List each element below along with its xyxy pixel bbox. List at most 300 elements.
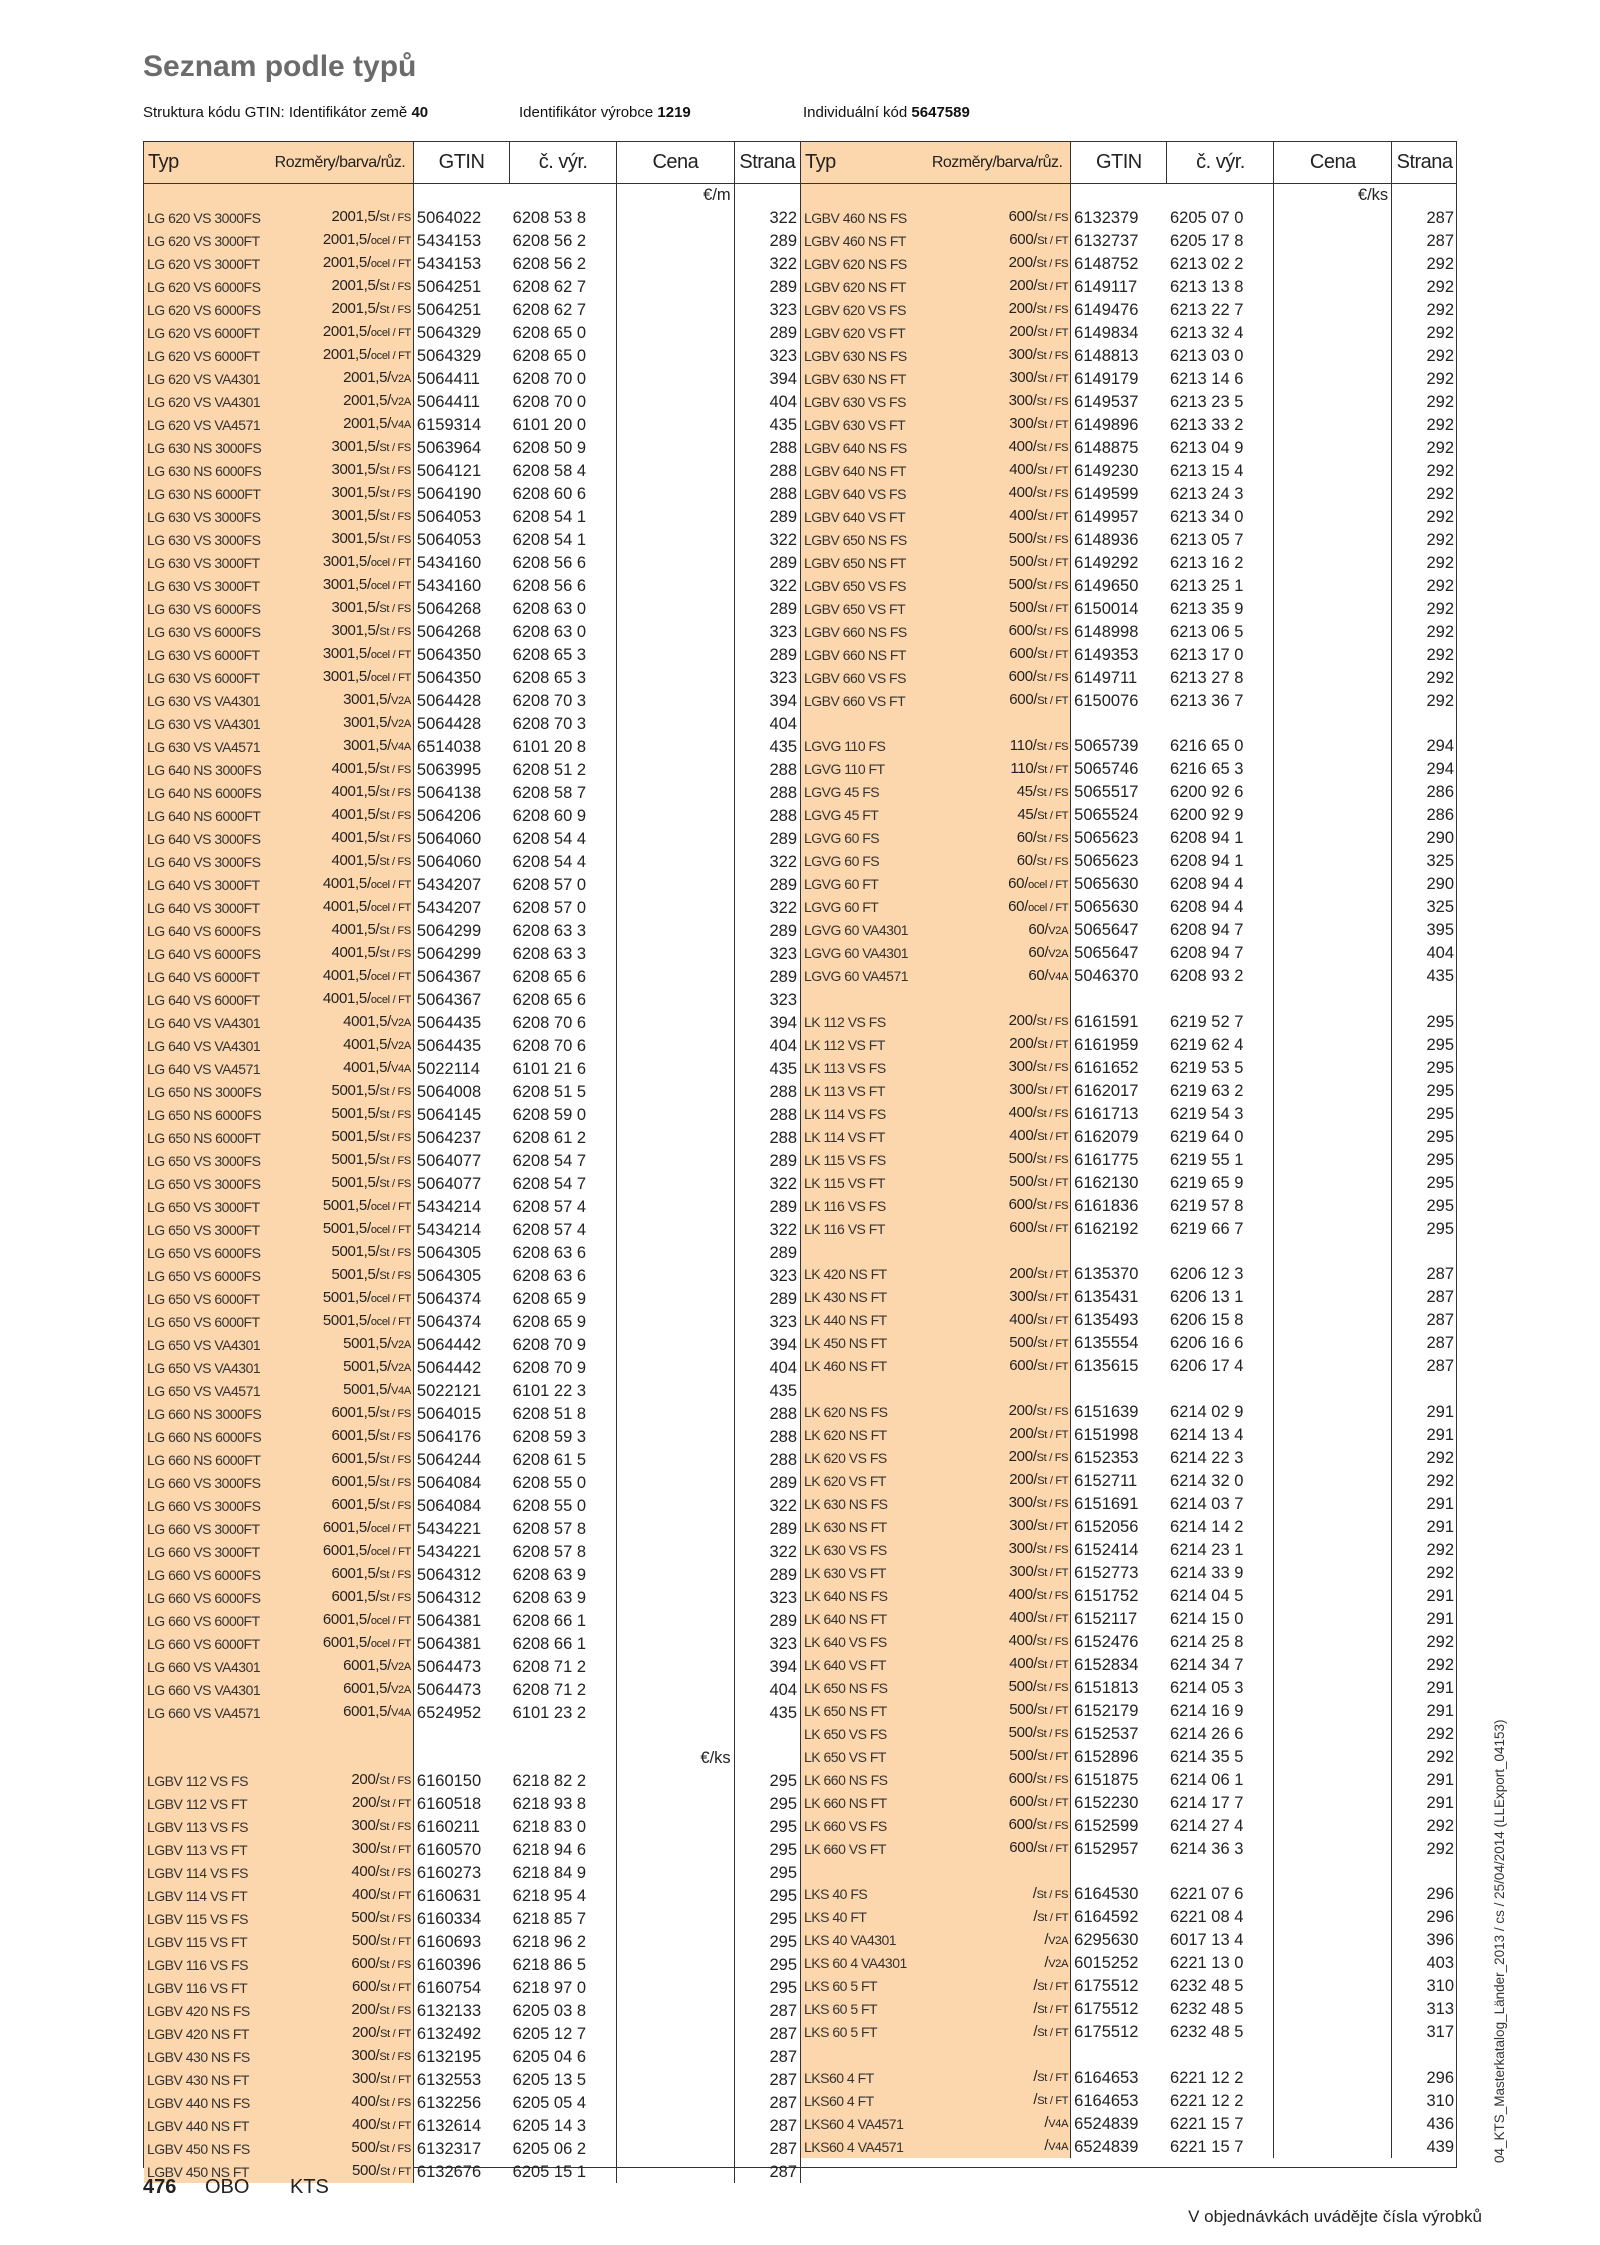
size-value: 600/ — [1008, 622, 1037, 640]
table-row — [144, 1195, 801, 1218]
cell-cv: 6219 64 0 — [1167, 1125, 1274, 1148]
cell-gtin: 6161836 — [1074, 1196, 1139, 1215]
cell-typ: LG 630 VS VA4301 — [144, 712, 267, 735]
cell-typ: LG 620 VS VA4301 — [144, 367, 267, 390]
material-value: St / FT — [1037, 603, 1069, 616]
cell-rozmery — [267, 1264, 413, 1287]
cell-strana: 396 — [1426, 1931, 1454, 1950]
cell-gtin: 6152834 — [1074, 1655, 1139, 1674]
material-value: St / FS — [379, 1086, 411, 1099]
price-unit-row — [144, 184, 801, 207]
cell-cv: 6221 07 6 — [1167, 1883, 1274, 1906]
cell-rozmery — [924, 1791, 1071, 1814]
cell-strana: 291 — [1426, 1494, 1454, 1513]
cell-cv: 6214 26 6 — [1167, 1722, 1274, 1745]
cell-gtin: 5064381 — [416, 1611, 482, 1630]
material-value: St / FS — [1036, 212, 1069, 225]
cell-cena — [617, 344, 735, 367]
material-value: St / FT — [1037, 1797, 1069, 1810]
cell-rozmery — [267, 1172, 413, 1195]
cell-gtin: 5434221 — [416, 1542, 482, 1561]
cell-cv: 6216 65 0 — [1167, 735, 1274, 758]
size-value: 3001,5/ — [331, 484, 380, 502]
cell-strana: 404 — [734, 1034, 800, 1057]
material-value: St / FT — [380, 2028, 411, 2041]
cell-rozmery — [924, 1171, 1071, 1194]
cell-cv: 6218 85 7 — [510, 1907, 617, 1930]
cell-cena — [617, 413, 735, 436]
cell-cena — [1274, 1699, 1392, 1722]
cell-cv: 6208 57 4 — [510, 1195, 617, 1218]
cell-gtin — [413, 184, 509, 207]
size-value: 300/ — [1008, 1058, 1037, 1076]
cell-cv: 6221 15 7 — [1167, 2112, 1274, 2135]
cell-gtin: 6151998 — [1074, 1425, 1139, 1444]
cell-gtin: 5064206 — [416, 806, 482, 825]
material-value: St / FS — [379, 1500, 411, 1513]
material-value: St / FT — [1037, 1429, 1069, 1442]
cell-strana: 394 — [734, 1655, 800, 1678]
cell-cena — [617, 1310, 735, 1333]
table-row — [801, 1630, 1457, 1653]
cell-typ: LKS 60 5 FT — [801, 1998, 924, 2021]
cell-typ: LGVG 60 FS — [801, 827, 924, 850]
cell-cv: 6218 95 4 — [510, 1884, 617, 1907]
cell-typ: LG 630 VS 3000FS — [144, 528, 267, 551]
cell-gtin: 6132195 — [416, 2047, 482, 2066]
cell-typ: LG 620 VS VA4571 — [144, 413, 267, 436]
size-value: 4001,5/ — [322, 875, 371, 893]
cell-typ: LG 630 VS 3000FT — [144, 574, 267, 597]
cell-cv: 6208 94 7 — [1167, 919, 1274, 942]
size-value: 400/ — [1009, 461, 1038, 479]
size-value: / — [1033, 2091, 1038, 2109]
cell-strana — [1392, 1240, 1457, 1262]
cell-cena — [617, 436, 735, 459]
cell-rozmery — [924, 1079, 1071, 1102]
cell-typ: LK 115 VS FT — [801, 1171, 924, 1194]
cell-typ: LGVG 60 FT — [801, 896, 924, 919]
cell-rozmery — [924, 1860, 1071, 1882]
cell-gtin: 6148875 — [1074, 438, 1139, 457]
material-value: ocel / FT — [370, 235, 411, 248]
cell-gtin: 6160396 — [416, 1955, 482, 1974]
cell-cv: 6218 94 6 — [510, 1838, 617, 1861]
col-header-cv: č. výr. — [510, 142, 617, 184]
size-value: 600/ — [1009, 1219, 1038, 1237]
cell-rozmery — [924, 712, 1071, 734]
cell-rozmery — [267, 1356, 413, 1379]
size-value: 3001,5/ — [322, 576, 371, 594]
cell-strana: 295 — [1426, 1150, 1454, 1169]
material-value: St / FS — [379, 2051, 411, 2064]
cell-gtin: 6152117 — [1074, 1609, 1138, 1628]
size-value: 6001,5/ — [322, 1634, 371, 1652]
cell-cv: 6101 21 6 — [510, 1057, 617, 1080]
size-value: 4001,5/ — [331, 829, 380, 847]
table-row — [801, 643, 1457, 666]
cell-cena — [617, 827, 735, 850]
cell-gtin: 6132676 — [416, 2162, 482, 2181]
table-row — [144, 1172, 801, 1195]
cell-rozmery — [267, 321, 413, 344]
size-value: 6001,5/ — [331, 1450, 380, 1468]
size-value: 3001,5/ — [343, 691, 392, 709]
cell-gtin: 5065647 — [1074, 921, 1139, 940]
size-value: 60/ — [1028, 966, 1049, 984]
cell-gtin: 6152896 — [1074, 1747, 1139, 1766]
cell-cena — [1274, 1469, 1392, 1492]
cell-cv: 6208 63 3 — [510, 942, 617, 965]
cell-strana: 325 — [1426, 852, 1454, 871]
cell-cena — [617, 2045, 735, 2068]
cell-cena — [617, 252, 735, 275]
table-row — [801, 2112, 1457, 2135]
table-row — [144, 574, 801, 597]
cell-gtin: 6524952 — [416, 1703, 482, 1722]
cell-cv: 6101 20 0 — [510, 413, 617, 436]
cell-typ: LK 630 VS FS — [801, 1538, 924, 1561]
cell-gtin: 6152711 — [1074, 1471, 1138, 1490]
table-row — [144, 551, 801, 574]
cell-gtin: 5064060 — [416, 852, 482, 871]
cell-rozmery — [267, 597, 413, 620]
cell-cv: 6218 84 9 — [510, 1861, 617, 1884]
table-row — [144, 1609, 801, 1632]
cell-cena — [617, 689, 735, 712]
cell-rozmery — [267, 1333, 413, 1356]
cell-strana: 294 — [1426, 760, 1454, 779]
cell-strana: 292 — [1426, 1839, 1454, 1858]
table-row — [801, 1699, 1457, 1722]
cell-typ: LG 660 NS 6000FT — [144, 1448, 267, 1471]
table-row — [801, 1309, 1457, 1332]
cell-gtin: 6161591 — [1074, 1012, 1139, 1031]
cell-typ: LG 620 VS 3000FT — [144, 229, 267, 252]
cell-rozmery — [924, 1446, 1071, 1469]
cell-strana: 325 — [1426, 898, 1454, 917]
size-value: / — [1033, 1976, 1038, 1994]
cell-typ: LK 660 VS FT — [801, 1837, 924, 1860]
cell-strana: 292 — [1426, 1655, 1454, 1674]
table-row — [801, 666, 1457, 689]
cell-cv: 6219 57 8 — [1167, 1194, 1274, 1217]
cell-cena — [1274, 1607, 1392, 1630]
cell-cena — [617, 1953, 735, 1976]
material-value: St / FS — [379, 1477, 411, 1490]
manufacturer-label: Identifikátor výrobce — [519, 104, 654, 121]
table-row — [801, 1079, 1457, 1102]
cell-rozmery — [267, 1769, 413, 1792]
cell-cena — [1274, 344, 1392, 367]
cell-rozmery — [267, 344, 413, 367]
cell-strana: 289 — [734, 873, 800, 896]
cell-rozmery — [267, 1907, 413, 1930]
table-row — [144, 735, 801, 758]
cell-typ: LGBV 630 NS FS — [801, 344, 924, 367]
cell-typ: LG 660 VS 3000FS — [144, 1471, 267, 1494]
cell-cv: 6208 63 6 — [510, 1241, 617, 1264]
size-value: 2001,5/ — [343, 392, 392, 410]
size-value: 500/ — [1009, 1173, 1038, 1191]
table-row — [801, 367, 1457, 390]
cell-cena — [617, 1861, 735, 1884]
cell-rozmery — [267, 1425, 413, 1448]
cell-gtin: 5064305 — [416, 1266, 482, 1285]
cell-cena — [617, 896, 735, 919]
cell-rozmery — [924, 1469, 1071, 1492]
size-value: 2001,5/ — [331, 208, 380, 226]
cell-cena — [617, 1494, 735, 1517]
cell-typ: LGBV 620 NS FS — [801, 252, 924, 275]
cell-typ: LK 640 VS FT — [801, 1653, 924, 1676]
cell-typ: LKS 40 FT — [801, 1906, 924, 1929]
size-value: 4001,5/ — [322, 990, 371, 1008]
material-value: ocel / FT — [1028, 901, 1069, 914]
cell-cv: 6208 62 7 — [510, 298, 617, 321]
cell-typ: LGBV 420 NS FS — [144, 1999, 267, 2022]
cell-cena — [1274, 735, 1392, 758]
table-row — [801, 1033, 1457, 1056]
cell-cv: 6101 20 8 — [510, 735, 617, 758]
cell-cv: 6218 83 0 — [510, 1815, 617, 1838]
cell-rozmery — [267, 2114, 413, 2137]
cell-rozmery — [924, 528, 1071, 551]
product-table-left — [144, 142, 801, 2183]
table-row — [801, 1814, 1457, 1837]
table-row — [144, 804, 801, 827]
table-row — [801, 1171, 1457, 1194]
cell-strana: 287 — [734, 2022, 800, 2045]
table-row — [144, 758, 801, 781]
cell-strana: 292 — [1426, 599, 1454, 618]
size-value: 2001,5/ — [322, 254, 371, 272]
cell-rozmery — [267, 1494, 413, 1517]
cell-cv: 6208 58 4 — [510, 459, 617, 482]
cell-cena — [1274, 1883, 1392, 1906]
cell-strana: 404 — [734, 1678, 800, 1701]
cell-strana: 291 — [1426, 1402, 1454, 1421]
cell-cv: 6214 22 3 — [1167, 1446, 1274, 1469]
cell-strana: 403 — [1426, 1954, 1454, 1973]
cell-cv: 6208 58 7 — [510, 781, 617, 804]
size-value: 200/ — [1009, 277, 1038, 295]
cell-rozmery — [267, 551, 413, 574]
cell-cv: 6208 71 2 — [510, 1655, 617, 1678]
table-row — [144, 367, 801, 390]
size-value: 5001,5/ — [331, 1243, 380, 1261]
cell-gtin: 5434207 — [416, 898, 482, 917]
cell-typ: LG 630 VS VA4301 — [144, 689, 267, 712]
size-value: 300/ — [352, 2070, 381, 2088]
table-row — [144, 1976, 801, 1999]
table-row — [144, 1471, 801, 1494]
cell-gtin: 6164653 — [1074, 2068, 1139, 2087]
cell-cv — [1167, 1240, 1274, 1262]
cell-cena — [617, 1287, 735, 1310]
cell-cv: 6214 05 3 — [1167, 1676, 1274, 1699]
col-header-rozmery: Rozměry/barva/růz. — [267, 142, 413, 184]
col-header-typ: Typ — [144, 142, 267, 184]
material-value: St / FT — [1037, 1567, 1069, 1580]
cell-rozmery — [924, 1722, 1071, 1745]
table-row — [801, 1332, 1457, 1355]
material-value: V2A — [1048, 1934, 1069, 1947]
cell-cena — [1274, 2135, 1392, 2158]
cell-typ: LGBV 650 NS FS — [801, 528, 924, 551]
cell-cena — [617, 1586, 735, 1609]
cell-strana: 295 — [1426, 1104, 1454, 1123]
cell-typ: LG 660 NS 6000FS — [144, 1425, 267, 1448]
cell-gtin: 6164530 — [1074, 1885, 1139, 1904]
material-value: St / FS — [1036, 1062, 1069, 1075]
cell-cena — [617, 1379, 735, 1402]
cell-strana: 289 — [734, 643, 800, 666]
cell-strana: 289 — [734, 1563, 800, 1586]
cell-strana: 287 — [734, 2045, 800, 2068]
cell-typ: LK 650 VS FT — [801, 1745, 924, 1768]
cell-strana: 292 — [1426, 392, 1454, 411]
table-row — [144, 1425, 801, 1448]
cell-rozmery — [924, 643, 1071, 666]
material-value: St / FS — [379, 1155, 411, 1168]
material-value: St / FT — [1037, 1131, 1069, 1144]
cell-cv: 6214 06 1 — [1167, 1768, 1274, 1791]
cell-gtin — [1071, 988, 1167, 1010]
material-value: St / FT — [1037, 1039, 1069, 1052]
table-row — [801, 1102, 1457, 1125]
cell-rozmery — [924, 735, 1071, 758]
cell-cena — [617, 1149, 735, 1172]
cell-cena — [617, 298, 735, 321]
cell-strana — [1392, 2044, 1457, 2066]
cell-cena — [1274, 1194, 1392, 1217]
cell-gtin: 5064244 — [416, 1450, 482, 1469]
table-row — [144, 620, 801, 643]
table-row — [144, 1333, 801, 1356]
size-value: 400/ — [351, 1863, 380, 1881]
size-value: 6001,5/ — [331, 1565, 380, 1583]
cell-gtin: 6148998 — [1074, 622, 1139, 641]
table-row — [801, 1148, 1457, 1171]
cell-strana: 322 — [734, 850, 800, 873]
cell-gtin: 5064121 — [416, 461, 482, 480]
cell-gtin: 6160631 — [416, 1886, 482, 1905]
cell-cena — [1274, 2044, 1392, 2066]
cell-cena — [617, 459, 735, 482]
material-value: St / FT — [1037, 1911, 1069, 1924]
cell-strana: 435 — [734, 413, 800, 436]
cell-typ: LGBV 112 VS FS — [144, 1769, 267, 1792]
cell-strana: 435 — [734, 1379, 800, 1402]
cell-typ: LG 660 VS VA4571 — [144, 1701, 267, 1724]
material-value: St / FS — [1036, 304, 1069, 317]
gtin-structure-individual — [803, 104, 970, 121]
size-value: / — [1044, 1930, 1049, 1948]
material-value: V2A — [391, 1661, 411, 1674]
cell-cv: 6208 70 6 — [510, 1034, 617, 1057]
cell-gtin: 5065647 — [1074, 944, 1139, 963]
table-row — [801, 528, 1457, 551]
material-value: St / FT — [380, 2074, 411, 2087]
cell-typ: LG 650 VS 3000FT — [144, 1195, 267, 1218]
cell-gtin: 5022121 — [416, 1381, 482, 1400]
cell-typ: LGBV 114 VS FS — [144, 1861, 267, 1884]
cell-cv: 6208 57 4 — [510, 1218, 617, 1241]
size-value: / — [1044, 2114, 1049, 2132]
cell-gtin: 6152353 — [1074, 1448, 1139, 1467]
col-header-strana: Strana — [1392, 142, 1457, 184]
cell-typ: LGVG 60 VA4301 — [801, 919, 924, 942]
cell-rozmery — [924, 1309, 1071, 1332]
cell-cena — [1274, 1584, 1392, 1607]
cell-typ: LG 650 NS 6000FT — [144, 1126, 267, 1149]
cell-strana: 296 — [1426, 2068, 1454, 2087]
cell-gtin: 5064176 — [416, 1427, 482, 1446]
size-value: 4001,5/ — [331, 921, 380, 939]
cell-gtin: 6162079 — [1074, 1127, 1139, 1146]
cell-cv: 6205 12 7 — [510, 2022, 617, 2045]
cell-gtin: 5064077 — [416, 1174, 482, 1193]
cell-cv: 6213 04 9 — [1167, 436, 1274, 459]
col-header-gtin: GTIN — [1071, 142, 1167, 184]
cell-strana: 322 — [734, 1218, 800, 1241]
cell-rozmery — [267, 804, 413, 827]
material-value: St / FS — [1036, 580, 1069, 593]
cell-typ: LGBV 430 NS FS — [144, 2045, 267, 2068]
size-value: 5001,5/ — [322, 1197, 371, 1215]
cell-rozmery — [267, 2068, 413, 2091]
cell-typ: LG 640 VS 3000FT — [144, 873, 267, 896]
size-value: 3001,5/ — [343, 714, 392, 732]
cell-cena — [1274, 781, 1392, 804]
cell-gtin: 6149292 — [1074, 553, 1139, 572]
material-value: St / FT — [380, 1982, 411, 1995]
table-row — [144, 1953, 801, 1976]
size-value: 3001,5/ — [331, 507, 380, 525]
spacer-row — [801, 2044, 1457, 2066]
cell-gtin: 6132553 — [416, 2070, 482, 2089]
cell-rozmery — [924, 1125, 1071, 1148]
cell-rozmery — [924, 850, 1071, 873]
material-value: St / FS — [1036, 1406, 1069, 1419]
table-row — [801, 1561, 1457, 1584]
cell-strana: 289 — [734, 827, 800, 850]
cell-cv: 6214 17 7 — [1167, 1791, 1274, 1814]
cell-cena — [617, 620, 735, 643]
cell-gtin: 5065623 — [1074, 829, 1139, 848]
cell-strana: 322 — [734, 1494, 800, 1517]
cell-rozmery — [924, 2089, 1071, 2112]
cell-strana: 295 — [734, 1838, 800, 1861]
table-row — [801, 620, 1457, 643]
cell-cv: 6214 15 0 — [1167, 1607, 1274, 1630]
cell-cv: 6208 70 6 — [510, 1011, 617, 1034]
cell-gtin: 5064312 — [416, 1588, 482, 1607]
size-value: 200/ — [1009, 1035, 1038, 1053]
cell-gtin: 5064053 — [416, 507, 482, 526]
cell-rozmery — [924, 413, 1071, 436]
cell-rozmery — [924, 689, 1071, 712]
cell-strana: 289 — [734, 1149, 800, 1172]
cell-typ: LGBV 640 NS FT — [801, 459, 924, 482]
cell-strana: 292 — [1426, 277, 1454, 296]
cell-rozmery — [924, 2044, 1071, 2066]
cell-cena — [617, 574, 735, 597]
table-row — [144, 689, 801, 712]
cell-typ: LG 650 VS 6000FT — [144, 1287, 267, 1310]
cell-strana: 289 — [734, 505, 800, 528]
